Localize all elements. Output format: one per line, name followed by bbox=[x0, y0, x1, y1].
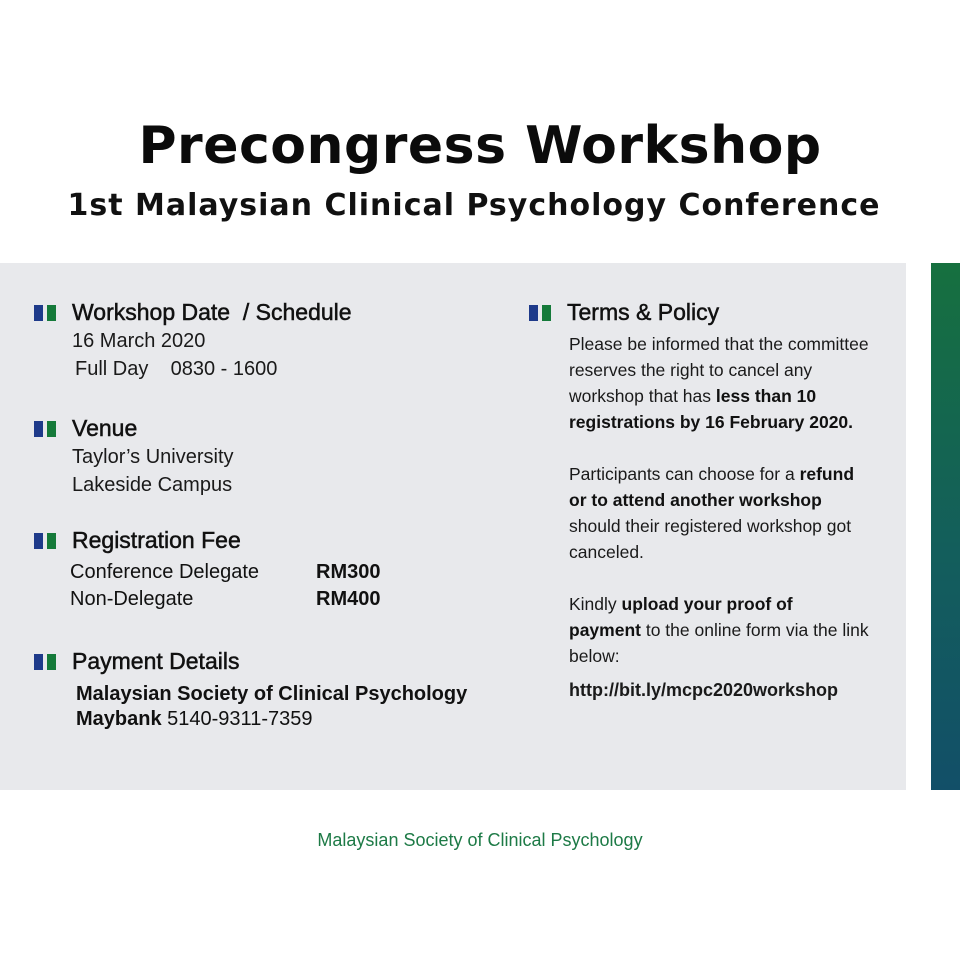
footer-org-name: Malaysian Society of Clinical Psychology bbox=[317, 830, 643, 850]
flag-bullet-icon bbox=[34, 533, 56, 549]
flag-bullet-icon bbox=[34, 654, 56, 670]
fee-heading: Registration Fee bbox=[72, 527, 241, 553]
accent-bar bbox=[931, 263, 960, 790]
terms-paragraph: Please be informed that the committee reserves the right to cancel any workshop that has less than 10 registrations by 16 February 2020. bbox=[569, 334, 869, 432]
terms-heading: Terms & Policy bbox=[567, 299, 720, 325]
fee-amount: RM400 bbox=[316, 588, 381, 610]
venue-line2: Lakeside Campus bbox=[72, 474, 233, 496]
registration-link[interactable]: http://bit.ly/mcpc2020workshop bbox=[569, 680, 839, 700]
fee-label: Non-Delegate bbox=[70, 588, 194, 610]
fee-amount: RM300 bbox=[316, 561, 381, 583]
page-subtitle: 1st Malaysian Clinical Psychology Conference bbox=[67, 188, 881, 223]
terms-paragraph: Kindly upload your proof of payment to the online form via the link below: bbox=[569, 594, 869, 666]
payment-account-name: Malaysian Society of Clinical Psychology bbox=[76, 683, 468, 705]
page-title: Precongress Workshop bbox=[138, 116, 822, 176]
schedule-heading: Workshop Date / Schedule bbox=[72, 299, 352, 325]
terms-paragraph: Participants can choose for a refund or to attend another workshop should their registered workshop got canceled. bbox=[569, 464, 855, 562]
venue-heading: Venue bbox=[72, 415, 138, 441]
flag-bullet-icon bbox=[34, 421, 56, 437]
fee-section bbox=[34, 525, 494, 613]
payment-bank: Maybank bbox=[76, 708, 162, 730]
terms-section bbox=[529, 297, 869, 703]
venue-line1: Taylor’s University bbox=[72, 446, 234, 468]
fee-row bbox=[34, 586, 494, 613]
schedule-section bbox=[34, 297, 494, 383]
flag-bullet-icon bbox=[529, 305, 551, 321]
schedule-time: Full Day 0830 - 1600 bbox=[75, 358, 278, 380]
payment-account-number: 5140-9311-7359 bbox=[167, 708, 313, 730]
fee-label: Conference Delegate bbox=[70, 561, 260, 583]
flag-bullet-icon bbox=[34, 305, 56, 321]
payment-section bbox=[34, 646, 514, 732]
schedule-date: 16 March 2020 bbox=[72, 330, 206, 352]
fee-row bbox=[34, 559, 494, 586]
venue-section bbox=[34, 413, 494, 499]
payment-heading: Payment Details bbox=[72, 648, 240, 674]
